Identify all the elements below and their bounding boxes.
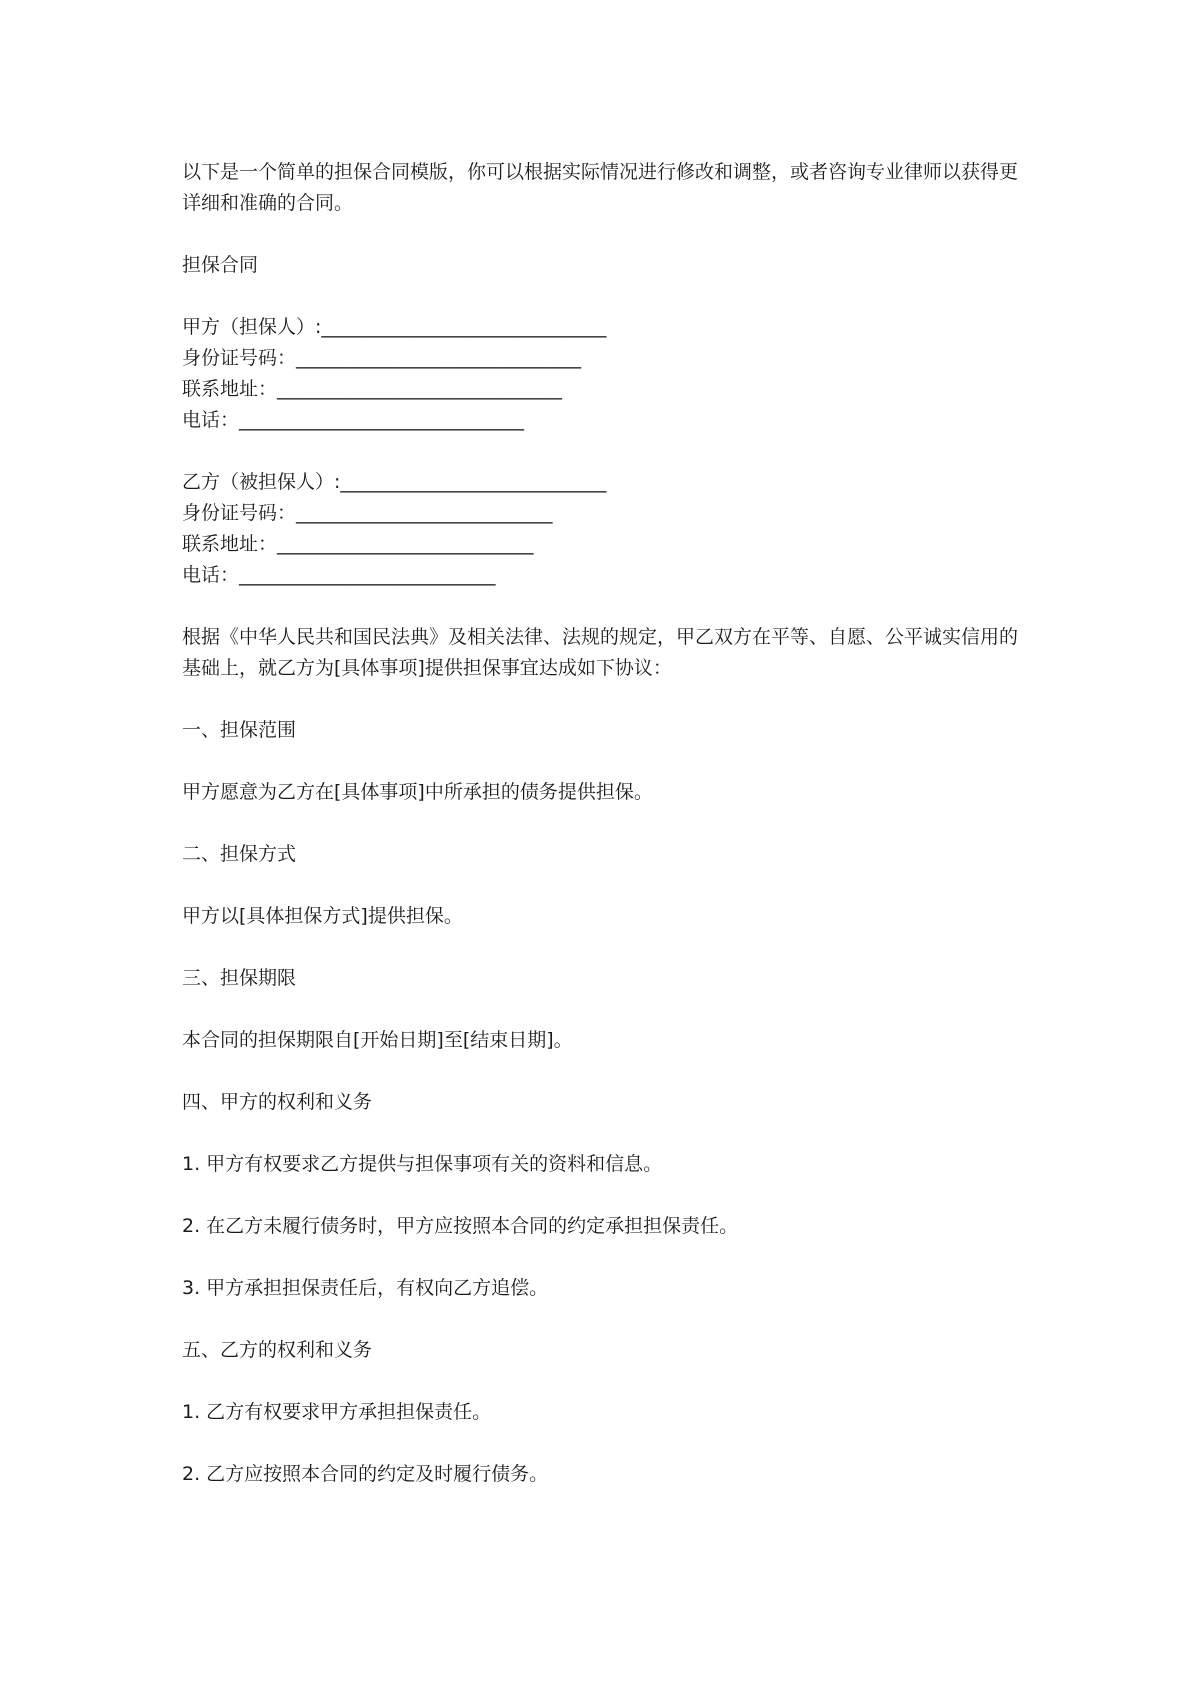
spacer [182,994,1022,1025]
party-a-phone-line: 电话：______________________________ [182,409,525,431]
section-5-title: 五、乙方的权利和义务 [182,1339,373,1361]
intro-paragraph: 以下是一个简单的担保合同模版，你可以根据实际情况进行修改和调整，或者咨询专业律师以获得更详细和准确的合同。 [182,161,1019,214]
section-4-title: 四、甲方的权利和义务 [182,1091,373,1113]
spacer [182,281,1022,312]
section-3-title: 三、担保期限 [182,967,297,989]
party-a-block [182,312,1022,436]
spacer [182,219,1022,250]
spacer [182,1366,1022,1397]
party-b-phone-line: 电话：___________________________ [182,564,496,586]
party-a-id-line: 身份证号码：______________________________ [182,347,582,369]
party-b-name-line: 乙方（被担保人）:____________________________ [182,471,607,493]
preamble-paragraph: 根据《中华人民共和国民法典》及相关法律、法规的规定，甲乙双方在平等、自愿、公平诚实信用的基础上，就乙方为[具体事项]提供担保事宜达成如下协议： [182,626,1019,679]
section-3-body: 本合同的担保期限自[开始日期]至[结束日期]。 [182,1029,573,1051]
section-1-title: 一、担保范围 [182,719,297,741]
document-body [182,157,1022,1490]
spacer [182,1242,1022,1273]
party-b-id-line: 身份证号码：___________________________ [182,502,553,524]
spacer [182,1118,1022,1149]
section-2-body: 甲方以[具体担保方式]提供担保。 [182,905,463,927]
section-4-item-1: 1. 甲方有权要求乙方提供与担保事项有关的资料和信息。 [182,1153,663,1175]
spacer [182,746,1022,777]
spacer [182,1304,1022,1335]
section-5-item-2: 2. 乙方应按照本合同的约定及时履行债务。 [182,1463,549,1485]
spacer [182,1180,1022,1211]
spacer [182,591,1022,622]
spacer [182,932,1022,963]
section-2-title: 二、担保方式 [182,843,297,865]
spacer [182,1056,1022,1087]
party-a-address-line: 联系地址：______________________________ [182,378,563,400]
spacer [182,436,1022,467]
section-1-body: 甲方愿意为乙方在[具体事项]中所承担的债务提供担保。 [182,781,653,803]
spacer [182,870,1022,901]
party-a-name-line: 甲方（担保人）:______________________________ [182,316,607,338]
contract-title: 担保合同 [182,254,259,276]
spacer [182,684,1022,715]
party-b-block [182,467,1022,591]
spacer [182,808,1022,839]
spacer [182,1428,1022,1459]
section-4-item-3: 3. 甲方承担担保责任后，有权向乙方追偿。 [182,1277,549,1299]
section-5-item-1: 1. 乙方有权要求甲方承担担保责任。 [182,1401,492,1423]
party-b-address-line: 联系地址：___________________________ [182,533,534,555]
section-4-item-2: 2. 在乙方未履行债务时，甲方应按照本合同的约定承担担保责任。 [182,1215,739,1237]
